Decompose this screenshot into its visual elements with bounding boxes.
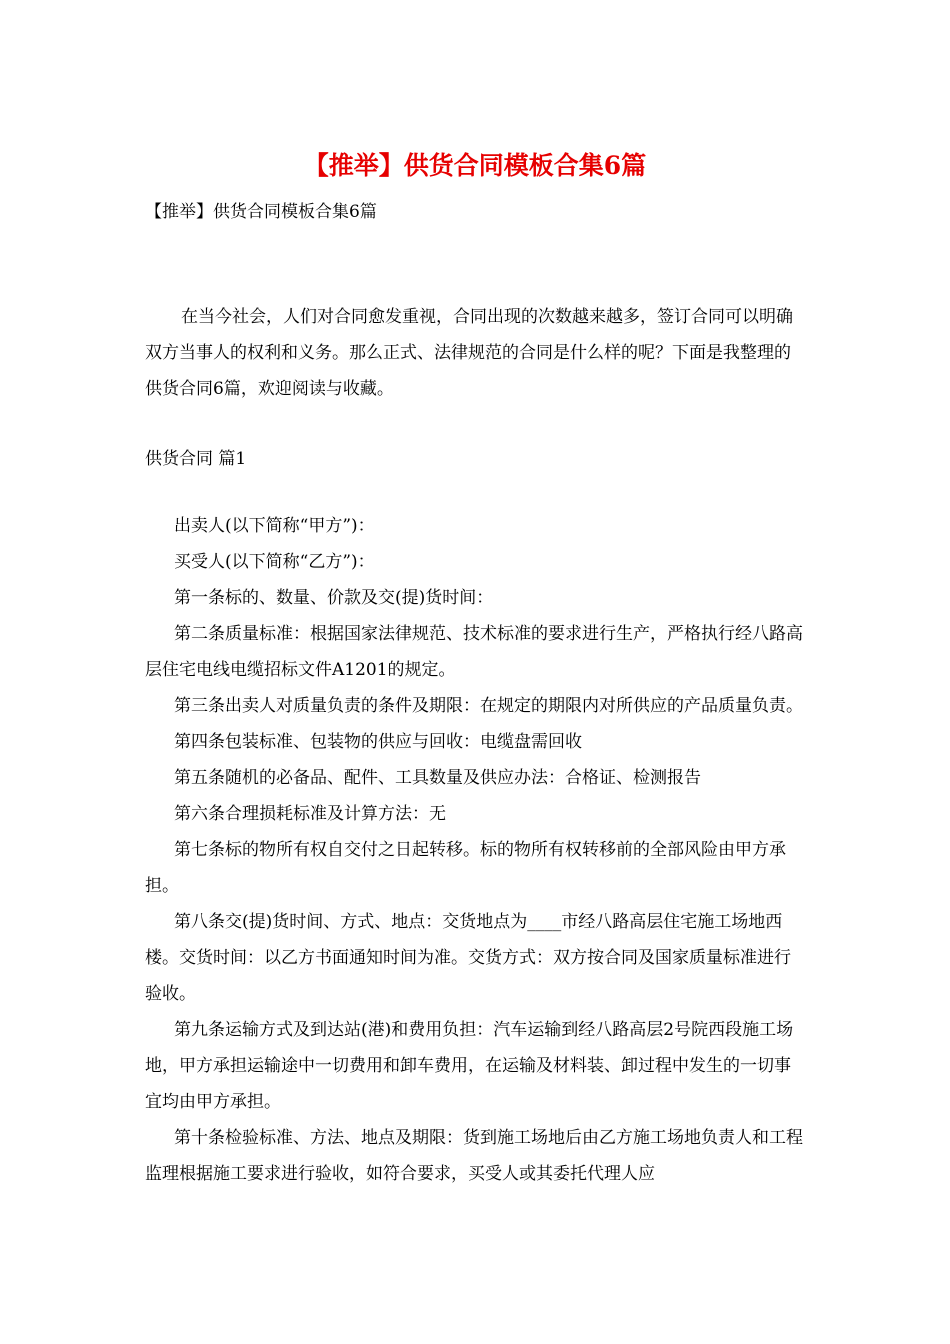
clause-3: 第三条出卖人对质量负责的条件及期限：在规定的期限内对所供应的产品质量负责。 xyxy=(174,696,803,716)
clause-1: 第一条标的、数量、价款及交(提)货时间： xyxy=(174,588,494,608)
document-title: 【推举】供货合同模板合集6篇 xyxy=(303,151,647,180)
clause-list xyxy=(145,508,805,1192)
intro-paragraph: 在当今社会，人们对合同愈发重视，合同出现的次数越来越多，签订合同可以明确双方当事人的权利和义务。那么正式、法律规范的合同是什么样的呢？下面是我整理的供货合同6篇，欢迎阅读与收藏。 xyxy=(145,307,793,399)
clause-10: 第十条检验标准、方法、地点及期限：货到施工场地后由乙方施工场地负责人和工程监理根据施工要求进行验收，如符合要求，买受人或其委托代理人应 xyxy=(145,1128,803,1184)
clause-2: 第二条质量标准：根据国家法律规范、技术标准的要求进行生产，严格执行经八路高层住宅电线电缆招标文件A1201的规定。 xyxy=(145,624,803,680)
clause-8: 第八条交(提)货时间、方式、地点：交货地点为____市经八路高层住宅施工场地西楼。交货时间：以乙方书面通知时间为准。交货方式：双方按合同及国家质量标准进行验收。 xyxy=(145,912,791,1004)
clause-buyer: 买受人(以下简称“乙方”)： xyxy=(174,552,375,572)
clause-7: 第七条标的物所有权自交付之日起转移。标的物所有权转移前的全部风险由甲方承担。 xyxy=(145,840,786,896)
clause-6: 第六条合理损耗标准及计算方法：无 xyxy=(174,804,446,824)
clause-5: 第五条随机的必备品、配件、工具数量及供应办法：合格证、检测报告 xyxy=(174,768,701,788)
clause-9: 第九条运输方式及到达站(港)和费用负担：汽车运输到经八路高层2号院西段施工场地，甲方承担运输途中一切费用和卸车费用，在运输及材料装、卸过程中发生的一切事宜均由甲方承担。 xyxy=(145,1020,794,1112)
document-subtitle: 【推举】供货合同模板合集6篇 xyxy=(145,202,377,222)
clause-4: 第四条包装标准、包装物的供应与回收：电缆盘需回收 xyxy=(174,732,582,752)
clause-seller: 出卖人(以下简称“甲方”)： xyxy=(174,516,375,536)
section-title: 供货合同 篇1 xyxy=(145,449,247,469)
